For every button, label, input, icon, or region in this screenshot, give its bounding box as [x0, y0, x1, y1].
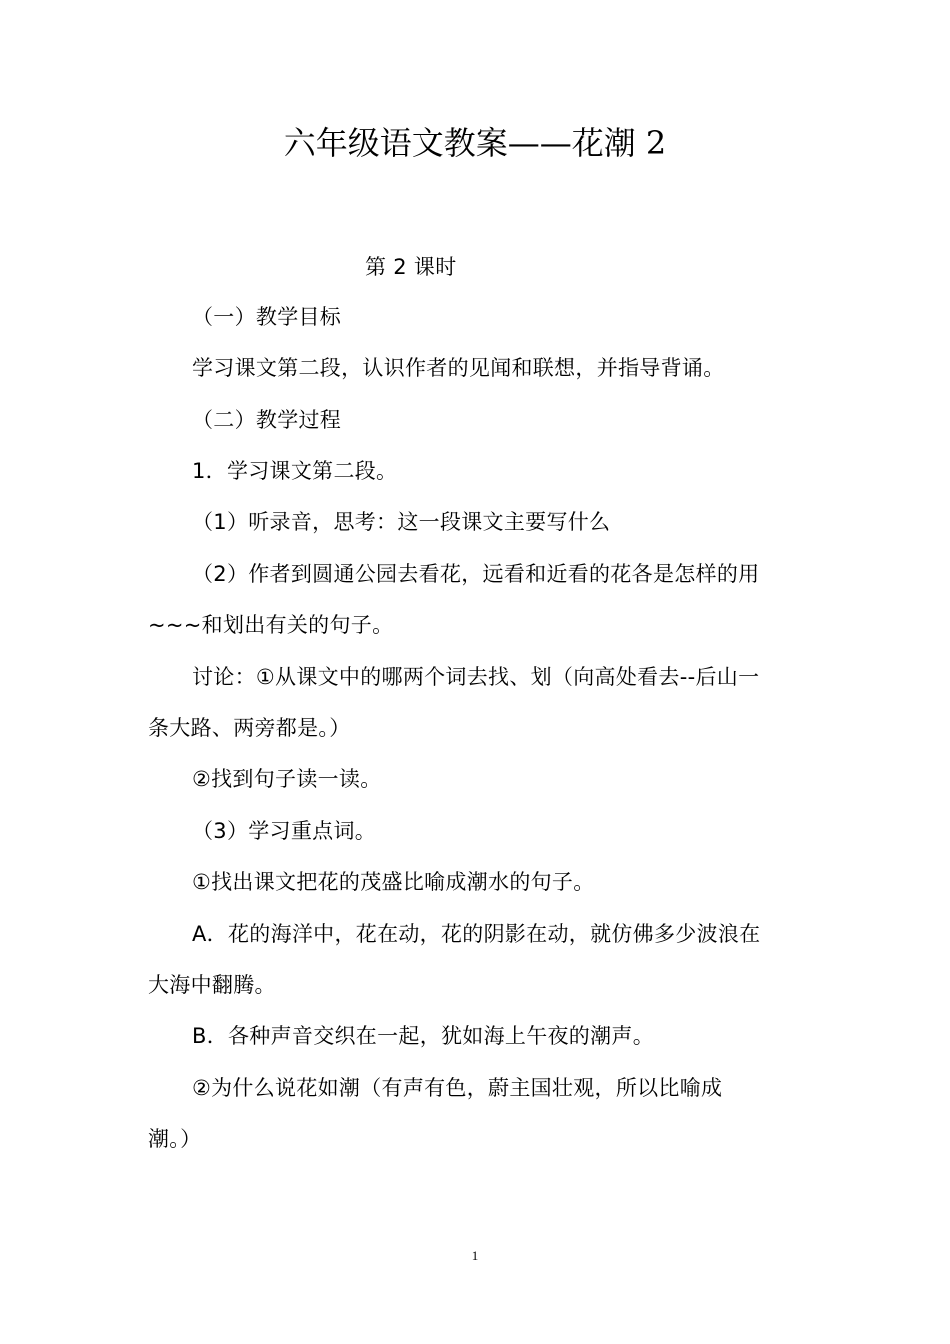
paragraph-continuation: 大海中翻腾。	[148, 973, 276, 997]
paragraph: ②为什么说花如潮（有声有色，蔚主国壮观，所以比喻成	[192, 1076, 723, 1100]
paragraph: ①找出课文把花的茂盛比喻成潮水的句子。	[192, 870, 595, 894]
paragraph: B．各种声音交织在一起，犹如海上午夜的潮声。	[192, 1024, 655, 1048]
paragraph: （3）学习重点词。	[192, 819, 377, 843]
paragraph: 学习课文第二段，认识作者的见闻和联想，并指导背诵。	[192, 356, 725, 380]
paragraph: 1．学习课文第二段。	[192, 459, 398, 483]
paragraph: ②找到句子读一读。	[192, 767, 382, 791]
section-heading-goals: （一）教学目标	[192, 305, 342, 329]
paragraph: 讨论：①从课文中的哪两个词去找、划（向高处看去--后山一	[192, 665, 760, 689]
paragraph-continuation: ~~~和划出有关的句子。	[148, 613, 394, 637]
paragraph: （2）作者到圆通公园去看花，远看和近看的花各是怎样的用	[192, 562, 760, 586]
lesson-period: 第 2 课时	[365, 255, 457, 279]
paragraph: A．花的海洋中，花在动，花的阴影在动，就仿佛多少波浪在	[192, 922, 761, 946]
page-number: 1	[471, 1248, 479, 1263]
document-title: 六年级语文教案——花潮 2	[283, 124, 667, 162]
paragraph-continuation: 潮。）	[148, 1127, 202, 1151]
paragraph-continuation: 条大路、两旁都是。）	[148, 716, 351, 740]
section-heading-process: （二）教学过程	[192, 408, 342, 432]
paragraph: （1）听录音，思考：这一段课文主要写什么	[192, 510, 611, 534]
